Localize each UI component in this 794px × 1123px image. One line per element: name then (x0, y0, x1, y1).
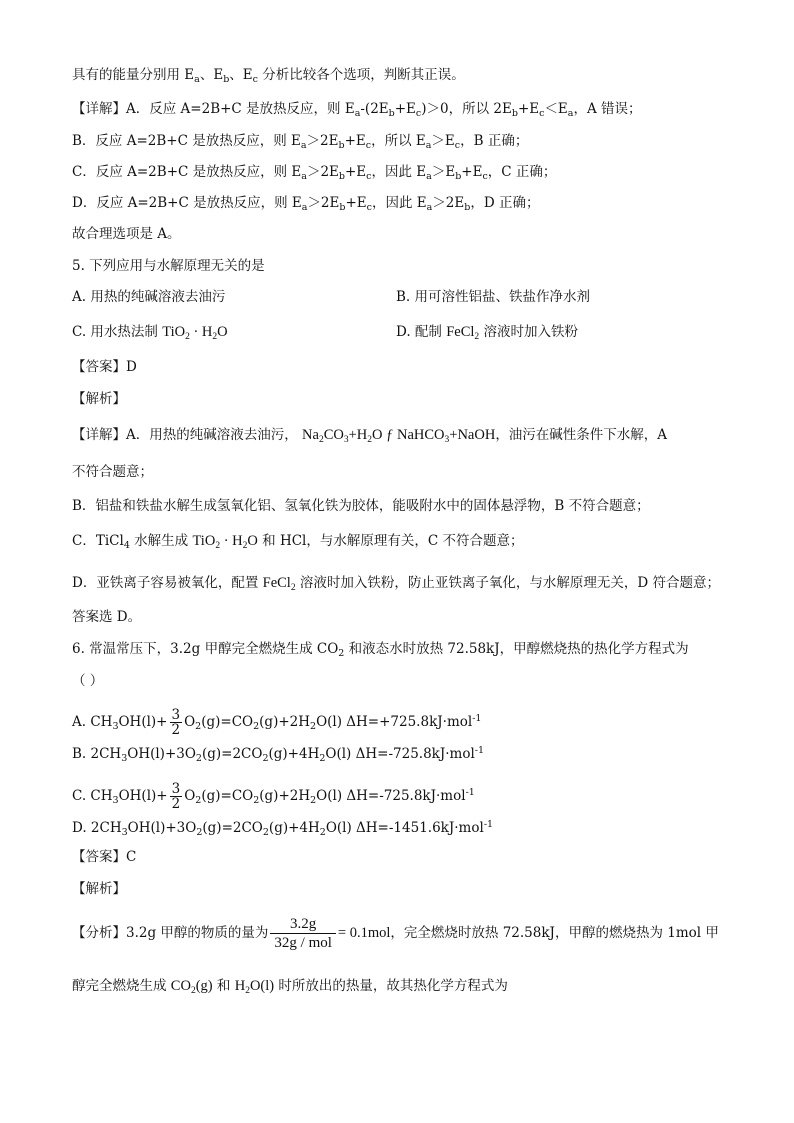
subscript: 2 (190, 986, 196, 996)
superscript: -1 (483, 819, 494, 830)
text: A．反应 A=2B+C 是放热反应，则 E (126, 101, 355, 117)
text: A．用热的纯碱溶液去油污， (126, 427, 303, 443)
text: D. 配制 (396, 324, 447, 340)
text: TiO (192, 533, 216, 549)
subscript: a (425, 140, 432, 151)
subscript: b (511, 108, 518, 119)
subscript: a (300, 140, 307, 151)
superscript: -1 (474, 745, 485, 756)
subscript: 2 (196, 827, 203, 838)
text: (g) (195, 978, 213, 994)
subscript: 2 (290, 583, 296, 593)
subscript: 2 (215, 541, 221, 551)
text: ＞E (431, 164, 456, 180)
text: ，油污在碱性条件下水解，A (495, 427, 668, 443)
q5-explain-d (72, 574, 720, 592)
subscript: b (388, 108, 395, 119)
subscript: 3 (112, 721, 119, 732)
text: O(l) ΔH=-1451.6kJ·mol (325, 820, 484, 836)
subscript: 3 (112, 795, 119, 806)
text: FeCl (446, 324, 475, 340)
text: A. CH (72, 714, 113, 730)
text: -(2E (360, 101, 389, 117)
subscript: 3 (121, 753, 128, 764)
subscript: b (464, 202, 471, 213)
subscript: a (354, 108, 361, 119)
formula: = 0.1mol (337, 925, 391, 941)
subscript: b (338, 140, 345, 151)
subscript: 2 (262, 753, 269, 764)
formula (302, 427, 495, 443)
text: CO (170, 978, 191, 994)
q6-analysis-heading: 【解析】 (72, 881, 126, 897)
text: 和 (212, 978, 235, 994)
text: ＞2E (432, 195, 465, 211)
text: FeCl (262, 575, 291, 591)
subscript: c (415, 108, 422, 119)
text: (g)=2CO (201, 746, 263, 762)
text: ，D 正确； (470, 195, 540, 211)
conclusion-q4: 故合理选项是 A。 (72, 226, 181, 242)
subscript: a (194, 74, 200, 85)
text: ＞2E (306, 164, 339, 180)
text: D．亚铁离子容易被氧化，配置 (72, 575, 263, 591)
subscript: 2 (474, 332, 480, 342)
text: +E (461, 164, 483, 180)
text: 和液态水时放热 72.58kJ，甲醇燃烧热的热化学方程式为 (344, 641, 689, 657)
subscript: c (365, 140, 372, 151)
q5-explain-a-cont: 不符合题意； (72, 464, 153, 480)
q5-explain-b: B．铝盐和铁盐水解生成氢氧化铝、氢氧化铁为胶体，能吸附水中的固体悬浮物，B 不符合题意； (72, 498, 650, 514)
q5-option-c (72, 323, 228, 341)
text: +E (394, 101, 416, 117)
q6-option-c (72, 782, 475, 811)
numerator: 3 (171, 781, 181, 797)
denominator: 32g / mol (274, 935, 332, 951)
text: 6. 常温常压下，3.2g 甲醇完全燃烧生成 CO (72, 641, 339, 657)
q6-option-a (72, 708, 481, 737)
q6-option-d (72, 819, 493, 837)
text: ，B 正确； (460, 133, 529, 149)
text: O ƒ NaHCO (372, 427, 445, 443)
text: H (234, 978, 246, 994)
text: D．反应 A=2B+C 是放热反应，则 E (72, 195, 302, 211)
subscript: 2 (245, 986, 250, 996)
subscript: c (454, 140, 461, 151)
text: ，因此 E (371, 195, 427, 211)
subscript: b (455, 171, 462, 182)
text: (g)+4H (268, 820, 320, 836)
text: 、E (229, 67, 253, 83)
text: O(l) ΔH=-725.8kJ·mol (316, 788, 466, 804)
text: 溶液时加入铁粉，防止亚铁离子氧化，与水解原理无关，D 符合题意； (295, 575, 720, 591)
section-tag: 【分析】 (72, 925, 126, 941)
text: · H (189, 324, 213, 340)
text: (g)=CO (201, 714, 254, 730)
subscript: 2 (319, 753, 326, 764)
q5-analysis-heading: 【解析】 (72, 391, 126, 407)
text: 、E (199, 67, 224, 83)
text: )＞0，所以 2E (421, 101, 512, 117)
text: ，因此 E (371, 164, 427, 180)
text: (g)+4H (268, 746, 320, 762)
subscript: c (366, 202, 372, 213)
denominator: 2 (171, 722, 181, 738)
intro-line (72, 66, 465, 84)
text: 醇完全燃烧生成 (72, 978, 171, 994)
subscript: a (301, 171, 307, 182)
subscript: 2 (367, 435, 373, 445)
q6-stem (72, 640, 689, 658)
text: C．TiCl (72, 533, 124, 549)
q5-answer: 【答案】D (72, 359, 137, 375)
q5-option-a: A. 用热的纯碱溶液去油污 (72, 289, 226, 305)
formula (263, 575, 296, 591)
superscript: -1 (472, 713, 482, 724)
text: (g)+2H (259, 714, 311, 730)
subscript: c (482, 171, 488, 182)
text: 水解生成 (129, 533, 193, 549)
text: · H (220, 533, 243, 549)
molar-fraction (270, 915, 336, 952)
q6-analysis-line-2 (72, 977, 508, 995)
denominator: 2 (171, 796, 181, 812)
formula (162, 324, 227, 340)
text: B．反应 A=2B+C 是放热反应，则 E (72, 133, 301, 149)
subscript: a (426, 202, 433, 213)
section-tag: 【详解】 (72, 427, 126, 443)
text: D. 2CH (72, 820, 122, 836)
subscript: 2 (318, 435, 324, 445)
text: ＞E (431, 133, 455, 149)
text: O (247, 533, 258, 549)
q5-choice: 答案选 D。 (72, 609, 142, 625)
formula (446, 324, 479, 340)
q5-explain-c (72, 532, 523, 550)
text: OH(l)+ (118, 714, 168, 730)
text: OH(l)+3O (127, 746, 196, 762)
explain-c-line (72, 163, 556, 181)
text: O (217, 324, 228, 340)
text: TiO (162, 324, 186, 340)
text: 溶液时加入铁粉 (479, 324, 578, 340)
text: ，完全燃烧时放热 72.58kJ，甲醇的燃烧热为 1mol 甲 (390, 925, 719, 941)
q6-option-b (72, 745, 484, 763)
text: 分析比较各个选项，判断其正误。 (257, 67, 465, 83)
subscript: c (252, 74, 258, 85)
text: OH(l)+ (118, 788, 168, 804)
text: O(l) ΔH=-725.8kJ·mol (325, 746, 475, 762)
text: ，所以 E (371, 133, 426, 149)
subscript: 2 (310, 721, 317, 732)
text: 3.2g 甲醇的物质的量为 (126, 925, 269, 941)
subscript: 3 (121, 827, 128, 838)
subscript: a (426, 171, 432, 182)
text: +H (348, 427, 368, 443)
text: CO (323, 427, 344, 443)
text: ，C 正确； (487, 164, 557, 180)
q6-paren: （ ） (72, 673, 104, 689)
text: O (184, 788, 196, 804)
numerator: 3.2g (270, 915, 336, 934)
section-tag: 【详解】 (72, 101, 126, 117)
explain-d-line (72, 194, 539, 212)
text: O (184, 714, 196, 730)
formula (192, 533, 257, 549)
text: (g)=2CO (202, 820, 263, 836)
text: ，A 错误； (573, 101, 642, 117)
text: +NaOH (449, 427, 496, 443)
subscript: 2 (185, 332, 190, 342)
text: C. 用水热法制 (72, 324, 163, 340)
text: ＞2E (307, 195, 340, 211)
q5-option-b: B. 用可溶性铝盐、铁盐作净水剂 (396, 289, 591, 305)
fraction-three-halves (170, 782, 183, 811)
text: 时所放出的热量，故其热化学方程式为 (274, 978, 508, 994)
text: C．反应 A=2B+C 是放热反应，则 E (72, 164, 302, 180)
subscript: 2 (262, 827, 269, 838)
subscript: 2 (338, 648, 345, 659)
q6-answer: 【答案】C (72, 849, 137, 865)
text: ＜E (544, 101, 568, 117)
explain-a-line (72, 100, 642, 118)
subscript: b (338, 171, 345, 182)
text: +E (517, 101, 540, 117)
formula (171, 978, 213, 994)
numerator: 3 (171, 707, 181, 723)
q5-option-d (396, 323, 578, 341)
subscript: c (366, 171, 372, 182)
text: O(l) ΔH=+725.8kJ·mol (316, 714, 473, 730)
text: +E (344, 133, 366, 149)
text: O(l) (249, 978, 275, 994)
explain-b-line (72, 132, 528, 150)
q6-analysis-line (72, 912, 719, 954)
q5-explain-a (72, 426, 667, 444)
subscript: 2 (319, 827, 326, 838)
text: B. 2CH (72, 746, 122, 762)
subscript: 2 (195, 721, 202, 732)
text: +E (345, 195, 367, 211)
subscript: c (539, 108, 545, 119)
formula (235, 978, 274, 994)
subscript: 2 (195, 753, 202, 764)
text: (g)=CO (201, 788, 254, 804)
text: ＞2E (306, 133, 339, 149)
subscript: 2 (253, 795, 260, 806)
text: Na (302, 427, 319, 443)
superscript: -1 (465, 787, 475, 798)
text: C. CH (72, 788, 113, 804)
text: 具有的能量分别用 E (72, 67, 195, 83)
subscript: 2 (253, 721, 260, 732)
subscript: 2 (242, 541, 248, 551)
fraction-three-halves (170, 708, 183, 737)
subscript: 3 (343, 435, 349, 445)
subscript: b (223, 74, 230, 85)
subscript: 2 (212, 332, 218, 342)
text: OH(l)+3O (127, 820, 197, 836)
text: 和 HCl，与水解原理有关，C 不符合题意； (257, 533, 524, 549)
subscript: a (567, 108, 574, 119)
subscript: 2 (195, 795, 202, 806)
subscript: b (339, 202, 346, 213)
text: (g)+2H (259, 788, 311, 804)
subscript: a (301, 202, 308, 213)
text: +E (345, 164, 367, 180)
q5-stem: 5. 下列应用与水解原理无关的是 (72, 258, 265, 274)
subscript: 4 (123, 540, 130, 551)
subscript: 3 (444, 435, 450, 445)
subscript: 2 (310, 795, 317, 806)
